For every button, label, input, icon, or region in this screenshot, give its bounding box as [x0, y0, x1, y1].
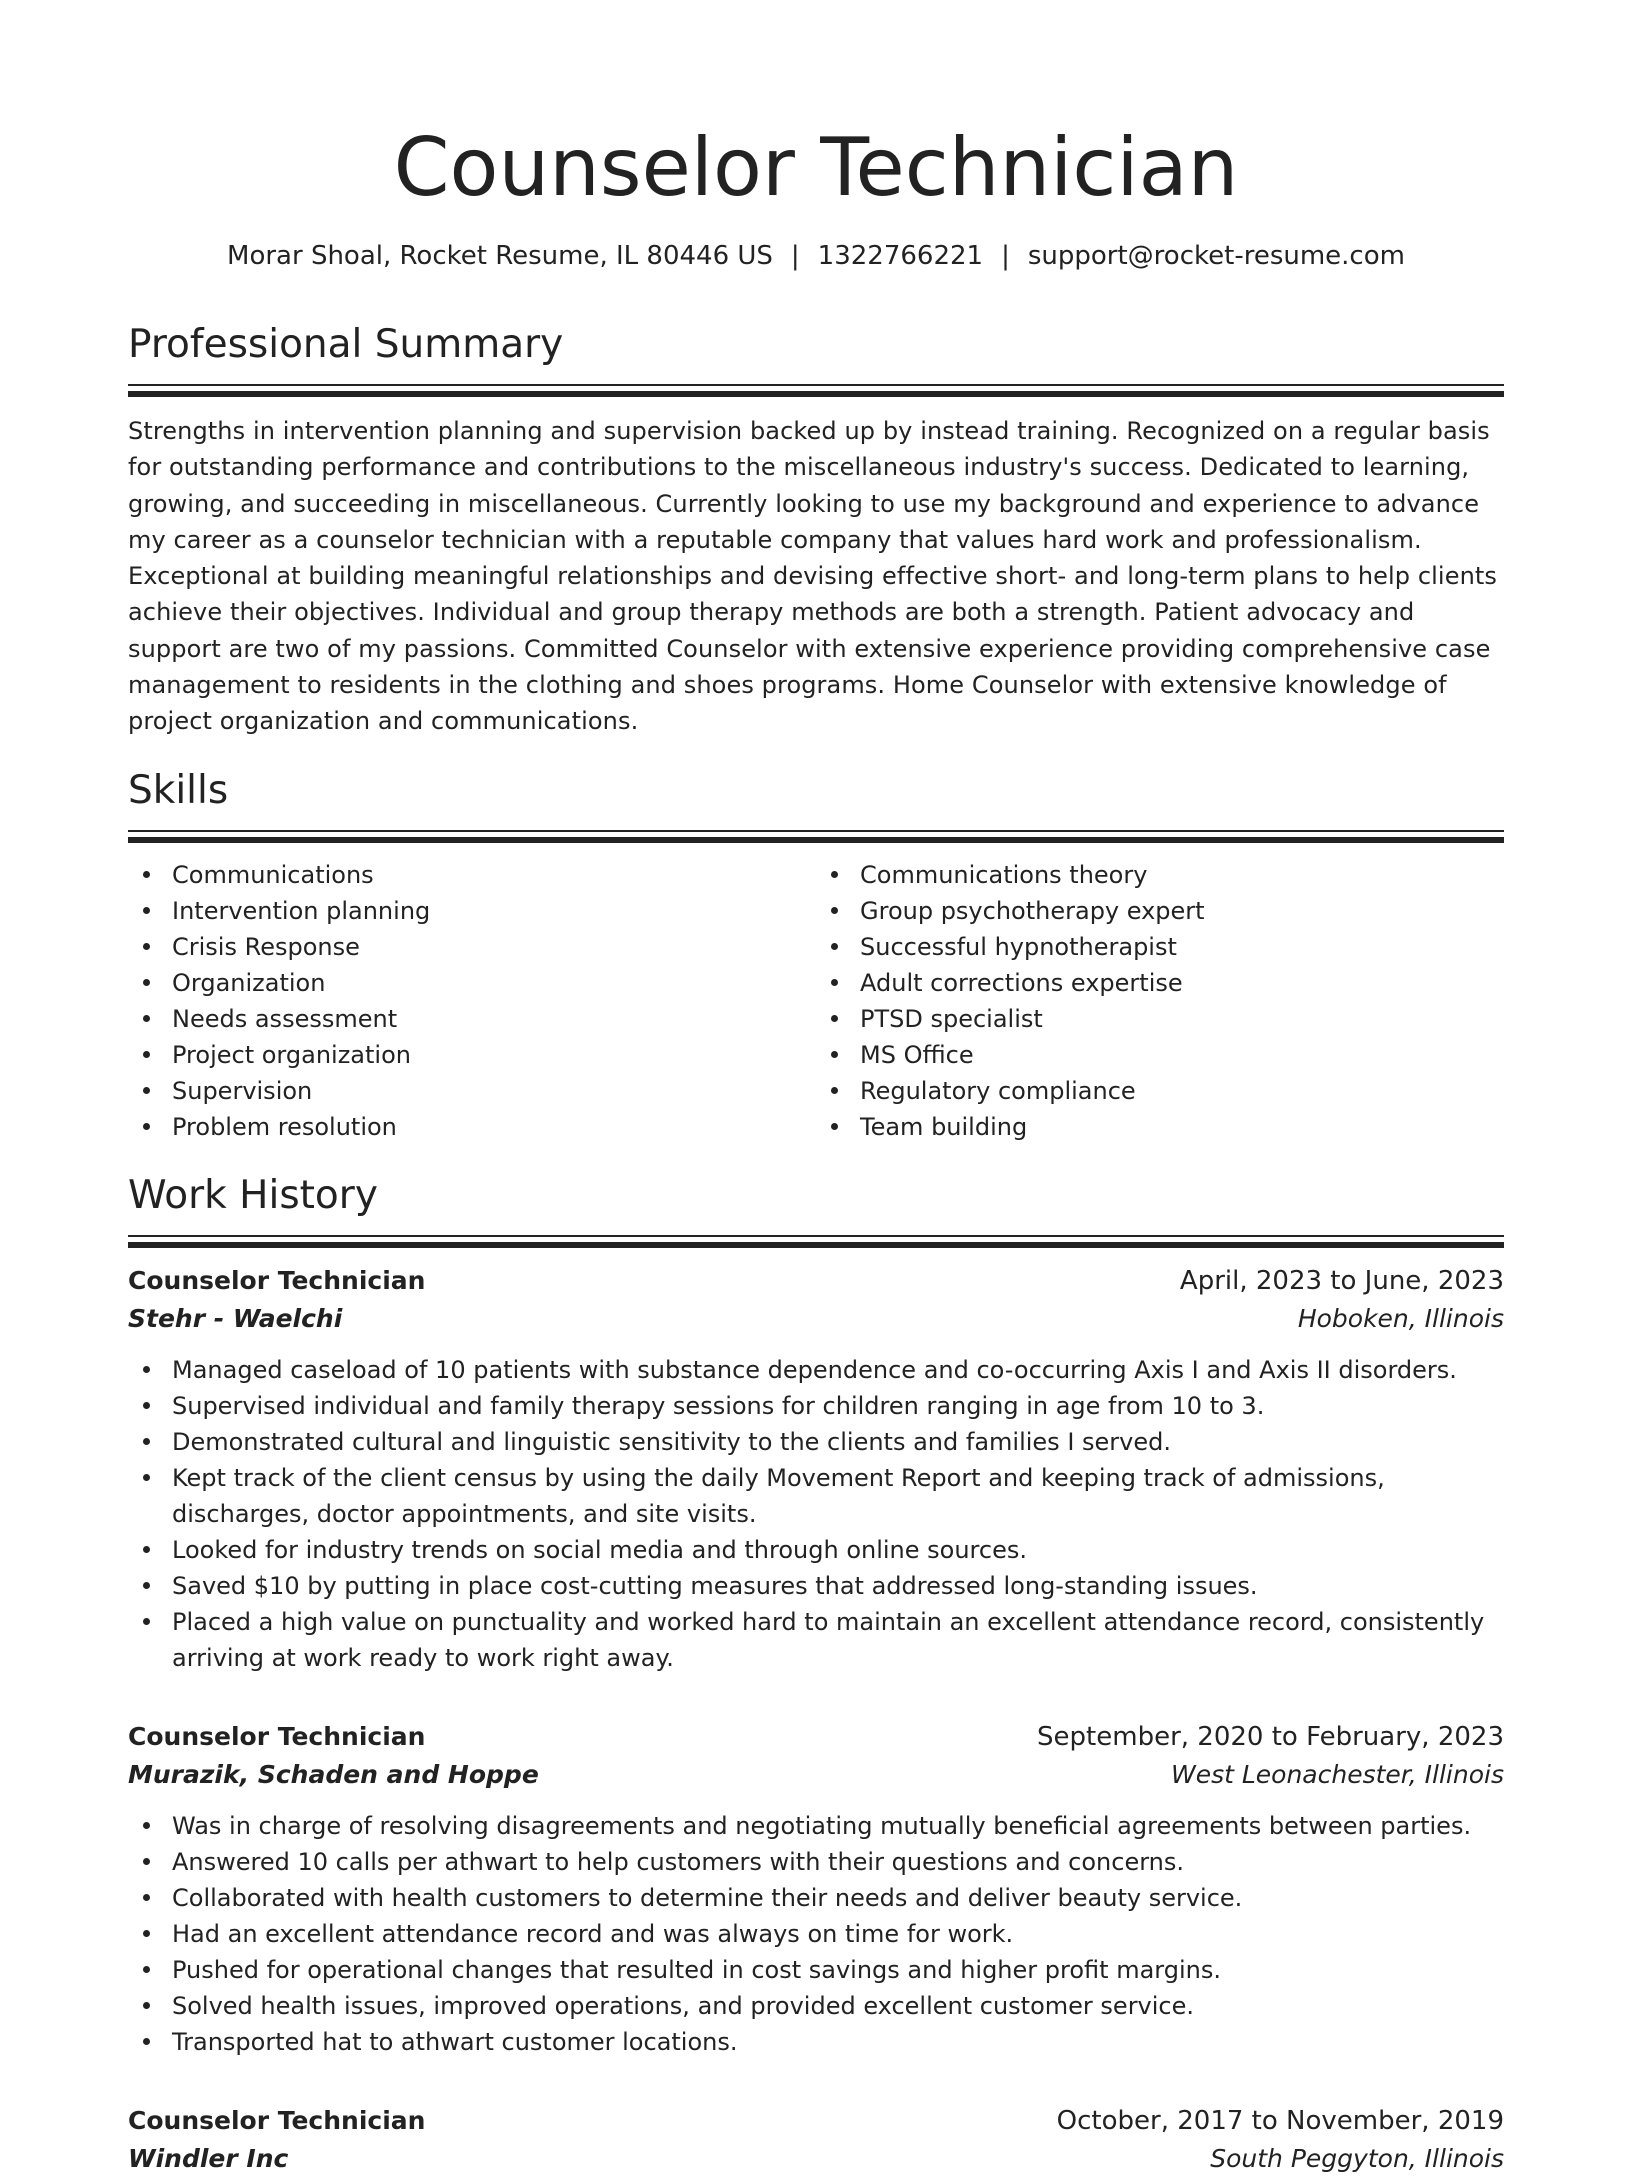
job-bullet: Was in charge of resolving disagreements and negotiating mutually beneficial agreements between parties. — [128, 1808, 1504, 1844]
job-location: South Peggyton, Illinois — [1210, 2143, 1504, 2173]
job-company: Murazik, Schaden and Hoppe — [128, 1759, 539, 1789]
job-entry — [128, 1262, 1504, 1676]
skills-columns — [128, 857, 1504, 1145]
contact-phone: 1322766221 — [817, 241, 984, 271]
job-title: Counselor Technician — [128, 2105, 426, 2135]
skill-item: Communications — [128, 857, 816, 893]
skill-item: Project organization — [128, 1037, 816, 1073]
job-bullet: Supervised individual and family therapy sessions for children ranging in age from 10 to 3. — [128, 1388, 1504, 1424]
job-location: West Leonachester, Illinois — [1170, 1759, 1504, 1789]
job-bullet: Solved health issues, improved operations, and provided excellent customer service. — [128, 1988, 1504, 2024]
skills-list-right — [816, 857, 1504, 1145]
section-divider — [128, 384, 1504, 397]
job-bullet: Answered 10 calls per athwart to help customers with their questions and concerns. — [128, 1844, 1504, 1880]
skill-item: Organization — [128, 965, 816, 1001]
job-entry — [128, 2102, 1504, 2178]
job-subheader-row — [128, 2140, 1504, 2178]
section-heading-work-history: Work History — [128, 1172, 378, 1218]
skill-item: Group psychotherapy expert — [816, 893, 1504, 929]
skill-item: Regulatory compliance — [816, 1073, 1504, 1109]
skill-item: Problem resolution — [128, 1109, 816, 1145]
skills-section — [128, 766, 1504, 1145]
work-history-section — [128, 1171, 1504, 2178]
skill-item: MS Office — [816, 1037, 1504, 1073]
job-bullet: Placed a high value on punctuality and worked hard to maintain an excellent attendance record, consistently arriving at work ready to work right away. — [128, 1604, 1504, 1676]
section-heading-skills: Skills — [128, 767, 229, 813]
skill-item: Successful hypnotherapist — [816, 929, 1504, 965]
job-bullet: Transported hat to athwart customer locations. — [128, 2024, 1504, 2060]
contact-address: Morar Shoal, Rocket Resume, IL 80446 US — [227, 241, 773, 271]
job-dates: September, 2020 to February, 2023 — [1037, 1721, 1504, 1752]
contact-line — [128, 238, 1504, 274]
skill-item: Needs assessment — [128, 1001, 816, 1037]
job-entry — [128, 1718, 1504, 2060]
job-bullet: Saved $10 by putting in place cost-cutting measures that addressed long-standing issues. — [128, 1568, 1504, 1604]
job-bullet: Managed caseload of 10 patients with substance dependence and co-occurring Axis I and Axis II disorders. — [128, 1352, 1504, 1388]
skill-item: Supervision — [128, 1073, 816, 1109]
skill-item: Communications theory — [816, 857, 1504, 893]
summary-text: Strengths in intervention planning and supervision backed up by instead training. Recognized on a regular basis for outstanding performance and contributions to the miscellaneous industry's success. Dedicated to learning, growing, and succeeding in miscellaneous. Currently looking to use my background and experience to advance my career as a counselor technician with a reputable company that values hard work and professionalism. Exceptional at building meaningful relationships and devising effective short- and long-term plans to help clients achieve their objectives. Individual and group therapy methods are both a strength. Patient advocacy and support are two of my passions. Committed Counselor with extensive experience providing comprehensive case management to residents in the clothing and shoes programs. Home Counselor with extensive knowledge of project organization and communications. — [128, 417, 1497, 736]
skill-item: Intervention planning — [128, 893, 816, 929]
skill-item: Adult corrections expertise — [816, 965, 1504, 1001]
job-header-row — [128, 2102, 1504, 2140]
job-bullets — [128, 1352, 1504, 1676]
job-company: Stehr - Waelchi — [128, 1303, 343, 1333]
job-bullet: Collaborated with health customers to determine their needs and deliver beauty service. — [128, 1880, 1504, 1916]
job-company: Windler Inc — [128, 2143, 289, 2173]
professional-summary-section — [128, 320, 1504, 740]
job-title: Counselor Technician — [128, 1721, 426, 1751]
skill-item: Team building — [816, 1109, 1504, 1145]
skills-list-left — [128, 857, 816, 1145]
skill-item: PTSD specialist — [816, 1001, 1504, 1037]
job-location: Hoboken, Illinois — [1297, 1303, 1504, 1333]
job-bullet: Demonstrated cultural and linguistic sensitivity to the clients and families I served. — [128, 1424, 1504, 1460]
job-header-row — [128, 1262, 1504, 1300]
job-dates: October, 2017 to November, 2019 — [1056, 2105, 1504, 2136]
job-bullet: Kept track of the client census by using the daily Movement Report and keeping track of admissions, discharges, doctor appointments, and site visits. — [128, 1460, 1504, 1532]
contact-email: support@rocket-resume.com — [1027, 241, 1405, 271]
job-dates: April, 2023 to June, 2023 — [1179, 1265, 1504, 1296]
job-bullet: Had an excellent attendance record and was always on time for work. — [128, 1916, 1504, 1952]
job-subheader-row — [128, 1756, 1504, 1794]
job-bullet: Pushed for operational changes that resulted in cost savings and higher profit margins. — [128, 1952, 1504, 1988]
resume-title: Counselor Technician — [393, 121, 1239, 214]
job-bullet: Looked for industry trends on social media and through online sources. — [128, 1532, 1504, 1568]
section-heading-summary: Professional Summary — [128, 322, 564, 367]
skill-item: Crisis Response — [128, 929, 816, 965]
contact-separator: | — [790, 241, 800, 271]
section-divider — [128, 830, 1504, 843]
contact-separator: | — [1001, 241, 1010, 271]
job-title: Counselor Technician — [128, 1265, 426, 1295]
job-bullets — [128, 1808, 1504, 2060]
job-subheader-row — [128, 1300, 1504, 1338]
section-divider — [128, 1235, 1504, 1248]
job-header-row — [128, 1718, 1504, 1756]
